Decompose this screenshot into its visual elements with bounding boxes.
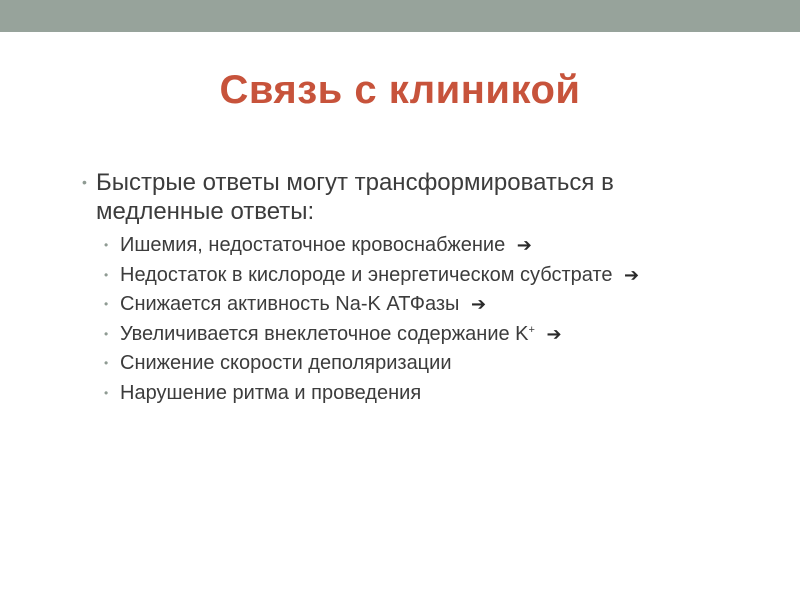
sub-point-1 [80,231,720,261]
bullet-icon: • [104,297,109,311]
arrow-right-icon: ➔ [546,323,562,344]
bullet-icon: • [104,356,109,370]
sub-point-6 [80,379,720,409]
bullet-icon: • [104,326,109,341]
arrow-right-icon: ➔ [516,235,532,255]
sub-point-4 [80,320,720,350]
slide-title: Связь с клиникой [219,68,581,112]
superscript-plus: + [528,323,535,336]
slide-body [80,168,720,408]
bullet-icon: • [82,174,87,190]
bullet-icon: • [104,238,109,252]
sub-point-text: Снижается активность Na-K АТФазы [120,293,460,315]
sub-point-3 [80,290,720,320]
bullet-icon: • [104,267,109,282]
arrow-right-icon: ➔ [470,294,487,314]
sub-point-2 [80,261,720,291]
bullet-icon: • [104,385,109,400]
sub-point-text: Увеличивается внеклеточное содержание K [120,322,529,345]
top-band [0,0,800,32]
main-point [80,168,720,226]
sub-point-text: Недостаток в кислороде и энергетическом субстрате [120,263,613,286]
arrow-right-icon: ➔ [624,264,640,285]
sub-point-5 [80,349,720,379]
sub-point-text: Снижение скорости деполяризации [120,352,452,374]
main-point-text: Быстрые ответы могут трансформироваться в медленные ответы: [96,169,614,225]
sub-point-text: Ишемия, недостаточное кровоснабжение [120,234,506,256]
sub-point-text: Нарушение ритма и проведения [120,381,422,404]
